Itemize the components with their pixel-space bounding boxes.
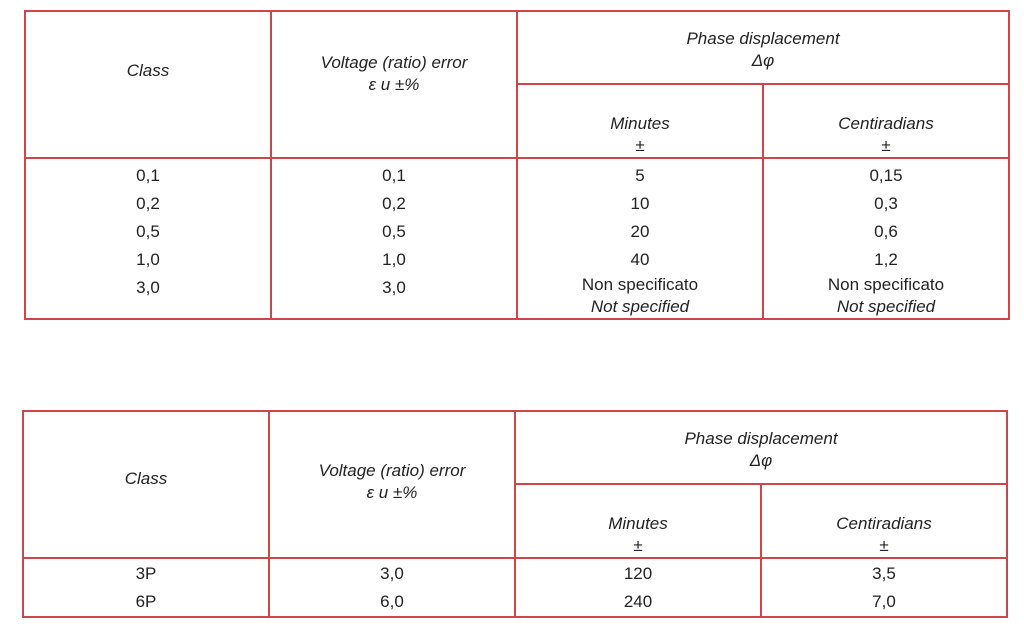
class-column-values: 3P 6P — [23, 558, 269, 617]
accuracy-table-measuring — [24, 10, 1010, 320]
minutes-column-values: 5 10 20 40 Non specificato Not specified — [517, 158, 763, 319]
header-class: Class — [25, 11, 271, 158]
voltage-error-column-values: 3,0 6,0 — [269, 558, 515, 617]
voltage-error-column-values: 0,1 0,2 0,5 1,0 3,0 — [271, 158, 517, 319]
header-centiradians: Centiradians ± — [763, 84, 1009, 158]
header-minutes: Minutes ± — [517, 84, 763, 158]
header-minutes: Minutes ± — [515, 484, 761, 558]
centiradians-column-values: 3,5 7,0 — [761, 558, 1007, 617]
header-voltage-error: Voltage (ratio) error ε u ±% — [271, 11, 517, 158]
header-phase-displacement: Phase displacement Δφ — [515, 411, 1007, 484]
header-class: Class — [23, 411, 269, 558]
centiradians-column-values: 0,15 0,3 0,6 1,2 Non specificato Not specified — [763, 158, 1009, 319]
header-voltage-error: Voltage (ratio) error ε u ±% — [269, 411, 515, 558]
minutes-column-values: 120 240 — [515, 558, 761, 617]
accuracy-table-protective — [22, 410, 1008, 618]
header-centiradians: Centiradians ± — [761, 484, 1007, 558]
header-phase-displacement: Phase displacement Δφ — [517, 11, 1009, 84]
class-column-values: 0,1 0,2 0,5 1,0 3,0 — [25, 158, 271, 319]
